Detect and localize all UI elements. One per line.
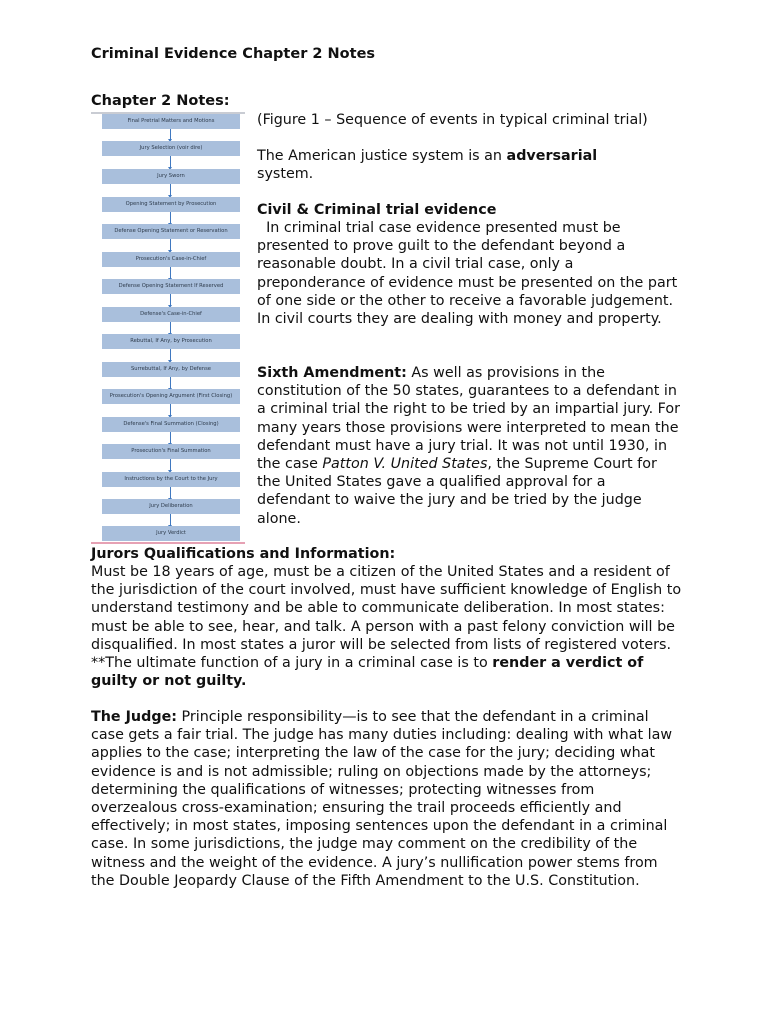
flow-step: Surrebuttal, If Any, by Defense [102, 362, 240, 377]
flow-step: Prosecution's Final Summation [102, 444, 240, 459]
flow-arrow [170, 459, 171, 470]
flow-step: Defense Opening Statement or Reservation [102, 224, 240, 239]
flow-step: Rebuttal, If Any, by Prosecution [102, 334, 240, 349]
flow-step: Defense Opening Statement If Reserved [102, 279, 240, 294]
flow-arrow [170, 184, 171, 195]
sixth-amendment-paragraph: Sixth Amendment: As well as provisions in the constitution of the 50 states, guarantees to a defendant in a criminal trial the right to be tried by an impartial jury. For many years those provisions were interpreted to mean the defendant must have a jury trial. It was not until 1930, in the case Patton V. United States, the Supreme Court for the United States gave a qualified approval for a defendant to waive the jury and be tried by the judge alone. [257, 365, 680, 527]
flow-step: Jury Selection (voir dire) [102, 141, 240, 156]
flow-arrow [170, 432, 171, 443]
jurors-heading: Jurors Qualifications and Information: [91, 546, 396, 562]
civil-criminal-heading: Civil & Criminal trial evidence [257, 202, 497, 218]
flow-step: Jury Deliberation [102, 499, 240, 514]
flow-arrow [170, 349, 171, 360]
flow-arrow [170, 514, 171, 525]
jurors-body: Must be 18 years of age, must be a citizen of the United States and a resident of the jurisdiction of the court involved, must have sufficient knowledge of English to understand testimony and be able to communicate deliberation. In most states: must be able to see, hear, and talk. A person with a past felony conviction will be disqualified. In most states a juror will be selected from lists of registered voters. **The ultimate function of a jury in a criminal case is to render a verdict of guilty or not guilty. [91, 564, 682, 690]
flow-arrow [170, 129, 171, 139]
adversarial-paragraph: The American justice system is an adversarial system. [257, 148, 598, 183]
civil-criminal-body: In criminal trial case evidence presented must be presented to prove guilt to the defendant beyond a reasonable doubt. In a civil trial case, only a preponderance of evidence must be presented on the part of one side or the other to receive a favorable judgement. In civil courts they are dealing with money and property. [257, 220, 678, 328]
flow-step: Instructions by the Court to the Jury [102, 472, 240, 487]
adversarial-term: adversarial [506, 148, 598, 164]
flow-arrow [170, 322, 171, 333]
flow-step: Defense's Final Summation (Closing) [102, 417, 240, 432]
case-name: Patton V. United States [322, 456, 488, 473]
flow-step: Prosecution's Case-in-Chief [102, 252, 240, 267]
flow-arrow [170, 294, 171, 305]
flow-arrow [170, 404, 171, 415]
flow-step: Prosecution's Opening Argument (First Closing) [102, 389, 240, 404]
flow-arrow [170, 239, 171, 250]
flow-step: Defense's Case-in-Chief [102, 307, 240, 322]
flow-step: Jury Sworn [102, 169, 240, 184]
flow-arrow [170, 377, 171, 388]
flow-step: Jury Verdict [102, 526, 240, 541]
judge-paragraph: The Judge: Principle responsibility—is to see that the defendant in a criminal case gets a fair trial. The judge has many duties including: dealing with what law applies to the case; interpreting the law of the case for the jury; deciding what evidence is and is not admissible; ruling on objections made by the attorneys; determining the qualifications of witnesses; protecting witnesses from overzealous cross-examination; ensuring the trail proceeds efficiently and effectively; in most states, imposing sentences upon the defendant in a criminal case. In some jurisdictions, the judge may comment on the credibility of the witness and the weight of the evidence. A jury’s nullification power stems from the Double Jeopardy Clause of the Fifth Amendment to the U.S. Constitution. [91, 709, 673, 889]
sixth-amendment-heading: Sixth Amendment: [257, 365, 407, 381]
chapter-heading: Chapter 2 Notes: [91, 93, 230, 109]
trial-sequence-flowchart [91, 112, 245, 544]
figure-caption: (Figure 1 – Sequence of events in typical criminal trial) [257, 112, 648, 128]
flow-arrow [170, 212, 171, 223]
jury-function-emphasis: render a verdict of guilty or not guilty. [91, 655, 644, 690]
document-title: Criminal Evidence Chapter 2 Notes [91, 46, 376, 62]
figure-bottom-border [91, 542, 245, 544]
flow-arrow [170, 487, 171, 498]
flow-step: Final Pretrial Matters and Motions [102, 114, 240, 129]
judge-heading: The Judge: [91, 709, 177, 725]
flow-step: Opening Statement by Prosecution [102, 197, 240, 212]
flow-arrow [170, 267, 171, 278]
flow-arrow [170, 156, 171, 167]
